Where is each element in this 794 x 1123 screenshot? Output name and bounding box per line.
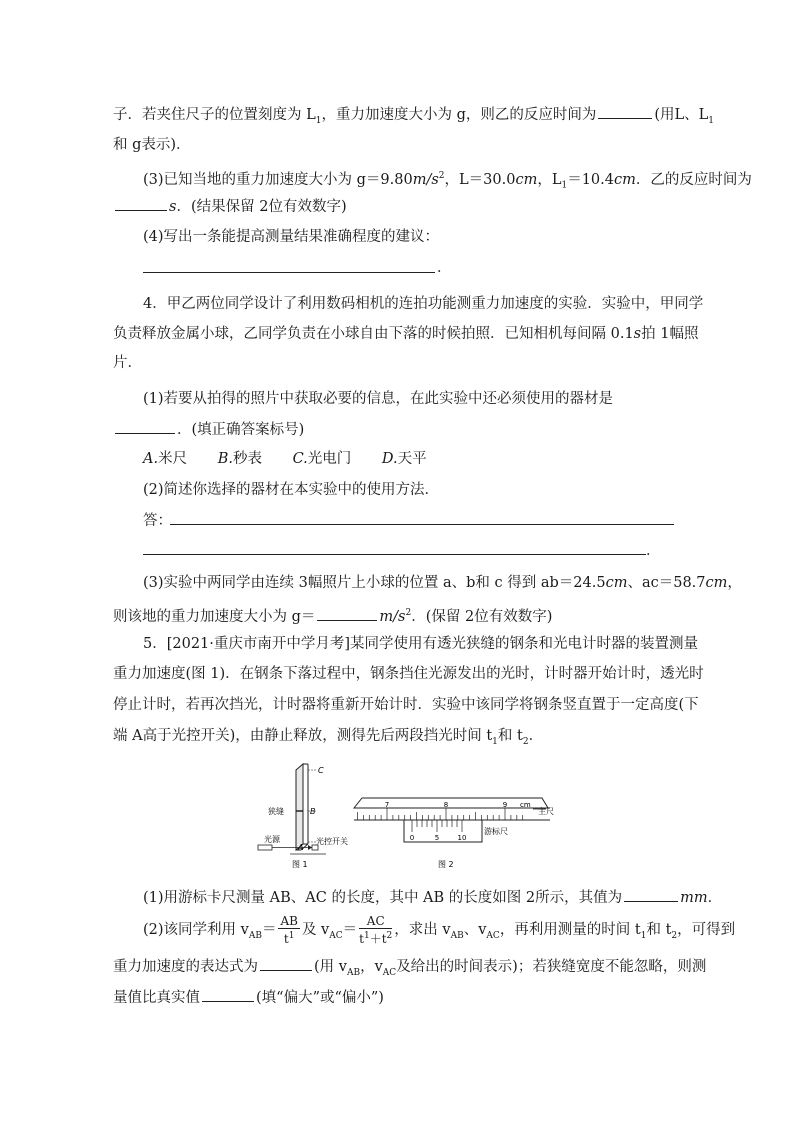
answer-blank[interactable] bbox=[624, 887, 678, 902]
fraction-ab: $\frac{AB}{t^1}$ bbox=[280, 914, 298, 946]
option-b[interactable]: B.秒表 bbox=[217, 451, 262, 467]
q4-line3: 片． bbox=[113, 355, 142, 371]
vernier-tick-0: 0 bbox=[409, 834, 415, 842]
q5-line1: 5．[2021·重庆市南开中学月考]某同学使用有透光狭缝的钢条和光电计时器的装置测量 bbox=[143, 636, 699, 652]
point-b-label: B bbox=[310, 807, 316, 816]
slit-label: 狭缝 bbox=[268, 807, 284, 816]
q5-p2-line2: 重力加速度的表达式为 (用 $v_{AB}$，$v_{AC}$及给出的时间表示)；若狭缝宽度不能忽略，则测 bbox=[113, 956, 706, 983]
q3-3-line2: s．(结果保留 2位有效数字) bbox=[113, 196, 347, 217]
q3-4-period: ． bbox=[437, 260, 452, 276]
main-scale-label: 主尺 bbox=[538, 807, 554, 816]
light-source-label: 光源 bbox=[264, 835, 280, 844]
q3-line2: 和 g表示)． bbox=[113, 137, 191, 153]
vernier-tick-10: 10 bbox=[457, 834, 467, 842]
experiment-figure bbox=[250, 762, 580, 872]
fraction-ac: $\frac{AC}{t^1+t^2}$ bbox=[359, 914, 393, 946]
q5-p2-line1: (2)该同学利用 $v_{AB}=$ $\frac{AB}{t^1}$ 及 $v_{AC}=$ $\frac{AC}{t^1+t^2}$ ，求出 $v_{AB}$、$v_{AC}$，再利用测量的时间 $t_1$和 $t_2$，可得到 bbox=[143, 914, 736, 946]
fig2-caption: 图 2 bbox=[438, 860, 454, 869]
answer-blank[interactable] bbox=[598, 104, 652, 119]
fig2-caliper bbox=[354, 798, 554, 869]
q4-p3-line1: (3)实验中两同学由连续 3幅照片上小球的位置 a、b和 c 得到 ab＝24.5cm、ac＝58.7cm， bbox=[143, 575, 742, 591]
fig1-caption: 图 1 bbox=[292, 860, 308, 869]
light-source bbox=[258, 845, 272, 850]
point-a-label: A bbox=[298, 843, 304, 852]
answer-blank[interactable] bbox=[317, 606, 377, 621]
q4-p3-line2: 则该地的重力加速度大小为 $g= m/s^2$．(保留 2位有效数字) bbox=[113, 603, 552, 627]
vernier-tick-5: 5 bbox=[434, 834, 440, 842]
main-scale-ticks bbox=[358, 808, 523, 820]
q5-p2-line3: 量值比真实值 (填“偏大”或“偏小”) bbox=[113, 987, 384, 1008]
vernier-label: 游标尺 bbox=[484, 827, 508, 836]
answer-blank[interactable] bbox=[202, 987, 254, 1002]
answer-line[interactable] bbox=[143, 272, 435, 273]
switch-label: 光控开关 bbox=[316, 837, 348, 846]
q4-line1: 4．甲乙两位同学设计了利用数码相机的连拍功能测重力加速度的实验．实验中，甲同学 bbox=[143, 296, 704, 312]
q5-line2: 重力加速度(图 1)．在钢条下落过程中，钢条挡住光源发出的光时，计时器开始计时，透光时 bbox=[113, 666, 704, 682]
fig1-apparatus bbox=[258, 764, 348, 869]
main-tick-9: 9 bbox=[502, 801, 508, 809]
q3-3-line1: (3)已知当地的重力加速度大小为 $g=9.80m/s^2$，L＝30.0cm，$L_1=10.4cm$．乙的反应时间为 bbox=[143, 171, 752, 191]
option-a[interactable]: A.米尺 bbox=[143, 451, 188, 467]
answer-line[interactable] bbox=[143, 554, 646, 555]
answer-blank[interactable] bbox=[115, 419, 175, 434]
main-tick-8: 8 bbox=[443, 801, 449, 809]
q4-p1-line2: ．(填正确答案标号) bbox=[113, 419, 304, 440]
main-tick-7: 7 bbox=[384, 801, 390, 809]
q5-p1: (1)用游标卡尺测量 AB、AC 的长度，其中 AB 的长度如图 2所示，其值为 mm． bbox=[143, 887, 722, 908]
answer-line[interactable] bbox=[170, 524, 674, 525]
q3-line1: 子．若夹住尺子的位置刻度为 $L_1$，重力加速度大小为 g，则乙的反应时间为 (用L、$L_1$ bbox=[113, 104, 714, 131]
option-d[interactable]: D.天平 bbox=[381, 451, 427, 467]
vernier-scale bbox=[404, 820, 482, 842]
q4-p1-line1: (1)若要从拍得的照片中获取必要的信息，在此实验中还必须使用的器材是 bbox=[143, 391, 614, 407]
point-c-label: C bbox=[318, 766, 324, 775]
q5-line3: 停止计时，若再次挡光，计时器将重新开始计时．实验中该同学将钢条竖直置于一定高度(下 bbox=[113, 697, 699, 713]
option-c[interactable]: C.光电门 bbox=[292, 451, 352, 467]
answer-blank[interactable] bbox=[260, 956, 312, 971]
q3-4-line1: (4)写出一条能提高测量结果准确程度的建议： bbox=[143, 229, 440, 245]
q4-p2-line1: (2)简述你选择的器材在本实验中的使用方法． bbox=[143, 482, 440, 498]
cm-label: cm bbox=[520, 801, 531, 809]
q4-p2-period: ． bbox=[646, 543, 661, 559]
q5-line4: 端 A高于光控开关)，由静止释放，测得先后两段挡光时间 $t_1$和 $t_2$． bbox=[113, 728, 544, 747]
q4-line2: 负责释放金属小球，乙同学负责在小球自由下落的时候拍照．已知相机每间隔 0.1s拍 1幅照 bbox=[113, 326, 699, 342]
answer-blank[interactable] bbox=[115, 196, 167, 211]
q4-options bbox=[143, 449, 427, 469]
q4-p2-answer-label: 答： bbox=[143, 513, 172, 529]
